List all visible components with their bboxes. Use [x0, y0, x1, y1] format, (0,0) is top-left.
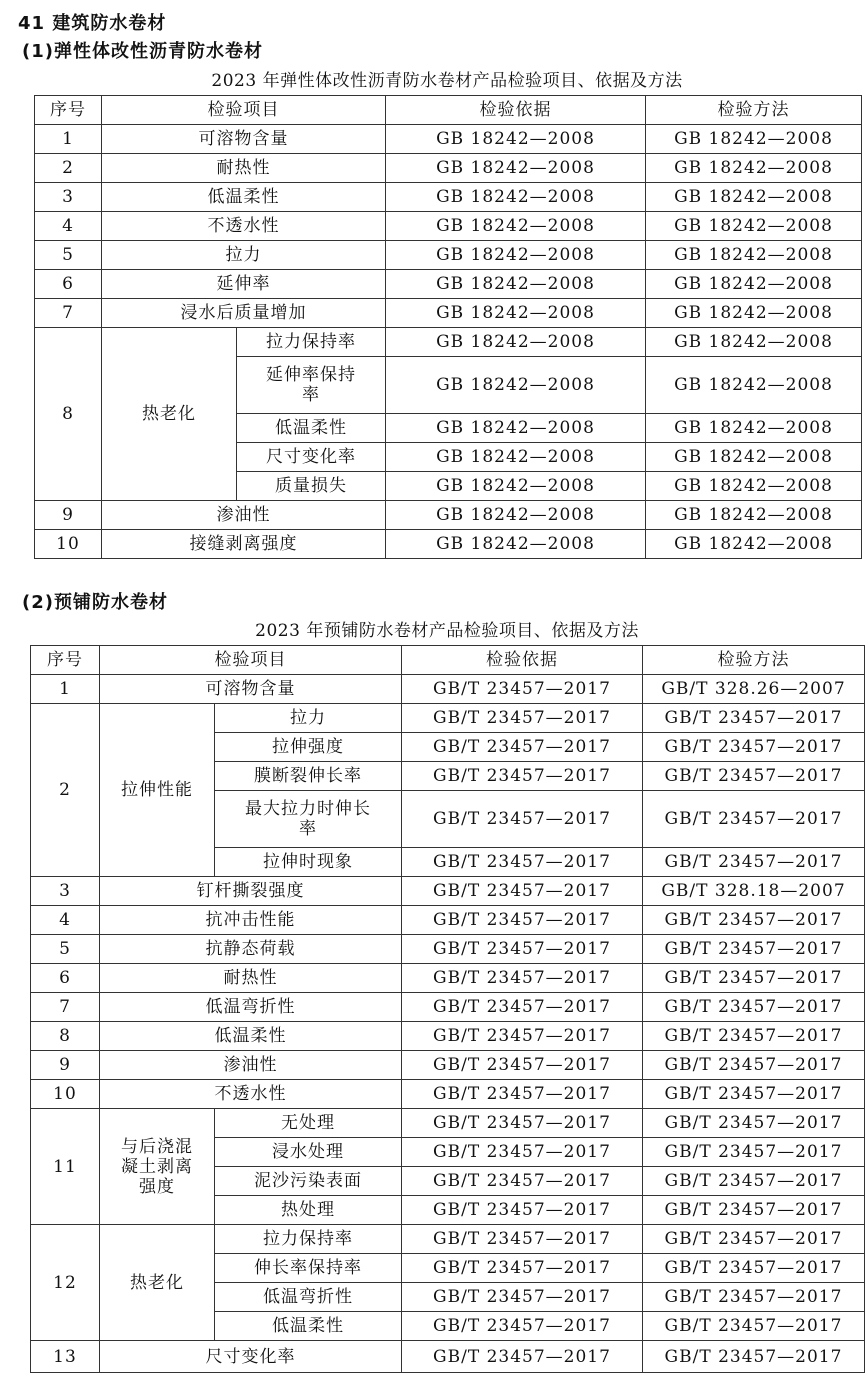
header-item: 检验项目: [100, 646, 402, 675]
row-no: 3: [35, 183, 102, 212]
row-method: GB/T 23457—2017: [643, 1341, 865, 1373]
table-1: [34, 95, 862, 559]
row-no: 6: [31, 964, 100, 993]
row-item: 低温柔性: [100, 1022, 402, 1051]
table-row: [31, 1080, 865, 1109]
row-subitem: 拉伸时现象: [215, 848, 402, 877]
item-line-3: 强度: [139, 1176, 175, 1197]
row-no: 7: [31, 993, 100, 1022]
row-item: 渗油性: [102, 501, 386, 530]
row-method: GB 18242—2008: [646, 328, 862, 357]
row-basis: GB 18242—2008: [386, 212, 646, 241]
row-subitem: 尺寸变化率: [237, 443, 386, 472]
row-basis: GB/T 23457—2017: [402, 993, 643, 1022]
row-method: GB/T 23457—2017: [643, 1138, 865, 1167]
row-basis: GB/T 23457—2017: [402, 675, 643, 704]
row-no: 5: [35, 241, 102, 270]
row-method: GB 18242—2008: [646, 125, 862, 154]
row-subitem: 低温柔性: [215, 1312, 402, 1341]
row-basis: GB/T 23457—2017: [402, 935, 643, 964]
table-row: [35, 299, 862, 328]
header-basis: 检验依据: [402, 646, 643, 675]
table-row: [35, 501, 862, 530]
row-basis: GB 18242—2008: [386, 443, 646, 472]
header-method: 检验方法: [646, 96, 862, 125]
row-basis: GB/T 23457—2017: [402, 733, 643, 762]
row-method: GB 18242—2008: [646, 443, 862, 472]
row-no: 10: [35, 530, 102, 559]
subitem-line-2: 率: [299, 819, 317, 839]
row-item: 可溶物含量: [102, 125, 386, 154]
row-no: 1: [35, 125, 102, 154]
subitem-line-1: 延伸率保持: [266, 365, 356, 385]
row-no: 7: [35, 299, 102, 328]
row-subitem: 拉力: [215, 704, 402, 733]
row-basis: GB/T 23457—2017: [402, 762, 643, 791]
row-item: 延伸率: [102, 270, 386, 299]
table-2-caption: 2023 年预铺防水卷材产品检验项目、依据及方法: [255, 621, 639, 641]
row-method: GB/T 328.18—2007: [643, 877, 865, 906]
row-method: GB 18242—2008: [646, 414, 862, 443]
row-no: 12: [31, 1225, 100, 1341]
row-basis: GB 18242—2008: [386, 183, 646, 212]
row-method: GB/T 23457—2017: [643, 906, 865, 935]
row-item: 浸水后质量增加: [102, 299, 386, 328]
row-basis: GB/T 23457—2017: [402, 1283, 643, 1312]
item-line-1: 与后浇混: [121, 1136, 193, 1157]
row-basis: GB 18242—2008: [386, 299, 646, 328]
row-no: 9: [31, 1051, 100, 1080]
row-method: GB 18242—2008: [646, 530, 862, 559]
row-subitem: [237, 357, 386, 414]
row-basis: GB 18242—2008: [386, 530, 646, 559]
row-method: GB/T 328.26—2007: [643, 675, 865, 704]
row-method: GB 18242—2008: [646, 357, 862, 414]
row-basis: GB/T 23457—2017: [402, 906, 643, 935]
row-method: GB/T 23457—2017: [643, 1022, 865, 1051]
row-item: 渗油性: [100, 1051, 402, 1080]
row-method: GB/T 23457—2017: [643, 1167, 865, 1196]
page-title: 41 建筑防水卷材: [18, 13, 167, 34]
table-row: [35, 530, 862, 559]
row-subitem: 膜断裂伸长率: [215, 762, 402, 791]
row-basis: GB/T 23457—2017: [402, 1051, 643, 1080]
row-item: 抗静态荷载: [100, 935, 402, 964]
subitem-line-1: 最大拉力时伸长: [245, 799, 371, 819]
row-basis: GB/T 23457—2017: [402, 1138, 643, 1167]
row-basis: GB/T 23457—2017: [402, 1109, 643, 1138]
header-no: 序号: [31, 646, 100, 675]
row-basis: GB/T 23457—2017: [402, 791, 643, 848]
row-method: GB/T 23457—2017: [643, 791, 865, 848]
row-basis: GB/T 23457—2017: [402, 964, 643, 993]
row-basis: GB/T 23457—2017: [402, 1254, 643, 1283]
row-subitem: 拉伸强度: [215, 733, 402, 762]
section-1-heading: (1)弹性体改性沥青防水卷材: [22, 41, 263, 62]
row-method: GB 18242—2008: [646, 472, 862, 501]
row-item-group: 拉伸性能: [100, 704, 215, 877]
table-row: [31, 1109, 865, 1138]
row-method: GB/T 23457—2017: [643, 964, 865, 993]
row-item: 可溶物含量: [100, 675, 402, 704]
row-item: 耐热性: [102, 154, 386, 183]
table-row: [31, 877, 865, 906]
row-subitem: 无处理: [215, 1109, 402, 1138]
row-basis: GB 18242—2008: [386, 501, 646, 530]
row-no: 5: [31, 935, 100, 964]
row-no: 4: [31, 906, 100, 935]
row-basis: GB/T 23457—2017: [402, 1080, 643, 1109]
row-subitem: 拉力保持率: [237, 328, 386, 357]
table-row: [31, 1341, 865, 1373]
row-method: GB/T 23457—2017: [643, 993, 865, 1022]
row-method: GB/T 23457—2017: [643, 1109, 865, 1138]
row-subitem: [215, 791, 402, 848]
row-item: 耐热性: [100, 964, 402, 993]
row-method: GB/T 23457—2017: [643, 733, 865, 762]
row-method: GB/T 23457—2017: [643, 1312, 865, 1341]
row-no: 8: [31, 1022, 100, 1051]
header-method: 检验方法: [643, 646, 865, 675]
row-method: GB 18242—2008: [646, 183, 862, 212]
row-item: 钉杆撕裂强度: [100, 877, 402, 906]
row-no: 3: [31, 877, 100, 906]
row-method: GB 18242—2008: [646, 501, 862, 530]
row-method: GB/T 23457—2017: [643, 1196, 865, 1225]
row-item: 不透水性: [100, 1080, 402, 1109]
row-method: GB 18242—2008: [646, 154, 862, 183]
row-basis: GB/T 23457—2017: [402, 1167, 643, 1196]
row-basis: GB/T 23457—2017: [402, 1225, 643, 1254]
row-method: GB/T 23457—2017: [643, 935, 865, 964]
row-subitem: 浸水处理: [215, 1138, 402, 1167]
table-row: [31, 704, 865, 733]
row-method: GB 18242—2008: [646, 241, 862, 270]
row-method: GB/T 23457—2017: [643, 1080, 865, 1109]
row-basis: GB 18242—2008: [386, 125, 646, 154]
table-row: [31, 675, 865, 704]
row-subitem: 质量损失: [237, 472, 386, 501]
row-method: GB/T 23457—2017: [643, 1051, 865, 1080]
row-basis: GB 18242—2008: [386, 241, 646, 270]
row-item: 低温柔性: [102, 183, 386, 212]
row-basis: GB 18242—2008: [386, 270, 646, 299]
row-method: GB/T 23457—2017: [643, 762, 865, 791]
row-method: GB 18242—2008: [646, 270, 862, 299]
row-basis: GB/T 23457—2017: [402, 1312, 643, 1341]
row-method: GB 18242—2008: [646, 299, 862, 328]
table-row: [35, 241, 862, 270]
row-subitem: 泥沙污染表面: [215, 1167, 402, 1196]
row-subitem: 热处理: [215, 1196, 402, 1225]
table-row: [35, 154, 862, 183]
row-basis: GB/T 23457—2017: [402, 1341, 643, 1373]
row-method: GB/T 23457—2017: [643, 1254, 865, 1283]
table-row: [35, 328, 862, 357]
table-row: [35, 270, 862, 299]
row-no: 2: [31, 704, 100, 877]
row-basis: GB/T 23457—2017: [402, 704, 643, 733]
row-basis: GB 18242—2008: [386, 472, 646, 501]
row-no: 2: [35, 154, 102, 183]
row-subitem: 低温弯折性: [215, 1283, 402, 1312]
row-item-group: 热老化: [102, 328, 237, 501]
row-item-group: [100, 1109, 215, 1225]
row-subitem: 拉力保持率: [215, 1225, 402, 1254]
row-basis: GB 18242—2008: [386, 328, 646, 357]
table-row: [31, 1051, 865, 1080]
row-no: 11: [31, 1109, 100, 1225]
row-no: 13: [31, 1341, 100, 1373]
item-line-2: 凝土剥离: [121, 1156, 193, 1177]
row-no: 9: [35, 501, 102, 530]
header-no: 序号: [35, 96, 102, 125]
row-item: 抗冲击性能: [100, 906, 402, 935]
row-basis: GB/T 23457—2017: [402, 848, 643, 877]
row-item: 接缝剥离强度: [102, 530, 386, 559]
row-basis: GB/T 23457—2017: [402, 1022, 643, 1051]
table-row: [35, 212, 862, 241]
row-method: GB 18242—2008: [646, 212, 862, 241]
row-basis: GB 18242—2008: [386, 414, 646, 443]
row-method: GB/T 23457—2017: [643, 848, 865, 877]
row-basis: GB/T 23457—2017: [402, 1196, 643, 1225]
row-no: 4: [35, 212, 102, 241]
table-header-row: [35, 96, 862, 125]
row-method: GB/T 23457—2017: [643, 704, 865, 733]
row-item: 不透水性: [102, 212, 386, 241]
row-no: 1: [31, 675, 100, 704]
row-item: 低温弯折性: [100, 993, 402, 1022]
row-method: GB/T 23457—2017: [643, 1225, 865, 1254]
row-item-group: 热老化: [100, 1225, 215, 1341]
section-2-heading: (2)预铺防水卷材: [22, 592, 168, 613]
header-item: 检验项目: [102, 96, 386, 125]
row-subitem: 低温柔性: [237, 414, 386, 443]
row-item: 尺寸变化率: [100, 1341, 402, 1373]
table-row: [31, 993, 865, 1022]
row-basis: GB/T 23457—2017: [402, 877, 643, 906]
row-method: GB/T 23457—2017: [643, 1283, 865, 1312]
table-row: [35, 183, 862, 212]
row-basis: GB 18242—2008: [386, 357, 646, 414]
table-row: [35, 125, 862, 154]
table-row: [31, 964, 865, 993]
table-2: [30, 645, 865, 1373]
subitem-line-2: 率: [302, 385, 320, 405]
table-row: [31, 1022, 865, 1051]
table-row: [31, 1225, 865, 1254]
header-basis: 检验依据: [386, 96, 646, 125]
row-no: 8: [35, 328, 102, 501]
row-basis: GB 18242—2008: [386, 154, 646, 183]
table-header-row: [31, 646, 865, 675]
row-item: 拉力: [102, 241, 386, 270]
table-row: [31, 906, 865, 935]
table-row: [31, 935, 865, 964]
row-no: 6: [35, 270, 102, 299]
table-1-caption: 2023 年弹性体改性沥青防水卷材产品检验项目、依据及方法: [211, 71, 683, 91]
row-subitem: 伸长率保持率: [215, 1254, 402, 1283]
row-no: 10: [31, 1080, 100, 1109]
